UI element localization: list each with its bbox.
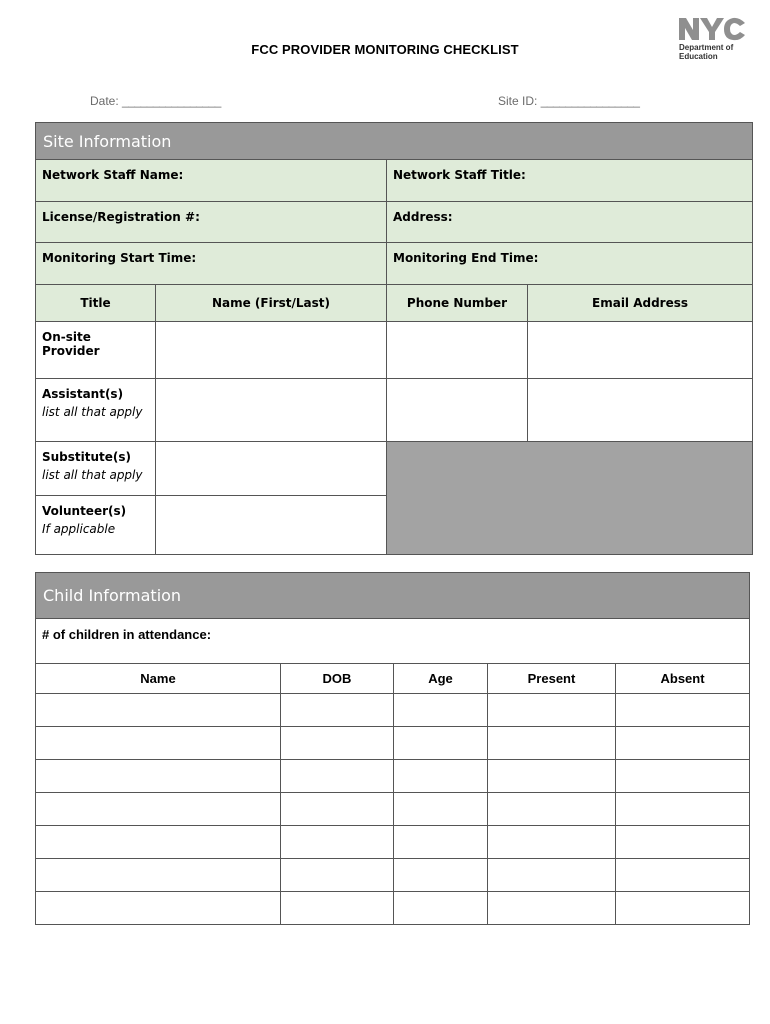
role-assistants xyxy=(36,379,156,442)
network-staff-title-cell[interactable] xyxy=(387,160,753,202)
column-header-age: Age xyxy=(394,664,488,694)
child-age-input[interactable] xyxy=(394,727,488,760)
child-age-input[interactable] xyxy=(394,892,488,925)
child-present-input[interactable] xyxy=(488,826,616,859)
assistants-email-input[interactable] xyxy=(528,379,753,442)
logo-subtext-line2: Education xyxy=(679,52,718,61)
child-name-input[interactable] xyxy=(36,859,281,892)
role-substitutes xyxy=(36,442,156,496)
role-label: On-site Provider xyxy=(42,330,100,358)
child-name-input[interactable] xyxy=(36,826,281,859)
child-absent-input[interactable] xyxy=(616,727,750,760)
child-present-input[interactable] xyxy=(488,727,616,760)
address-label: Address: xyxy=(393,210,453,224)
child-age-input[interactable] xyxy=(394,694,488,727)
site-id-label: Site ID: xyxy=(498,94,538,108)
table-row xyxy=(36,892,750,925)
child-dob-input[interactable] xyxy=(281,694,394,727)
child-name-input[interactable] xyxy=(36,727,281,760)
logo-subtext-line1: Department of xyxy=(679,43,734,52)
on-site-provider-email-input[interactable] xyxy=(528,322,753,379)
children-count-cell[interactable] xyxy=(36,619,750,664)
child-present-input[interactable] xyxy=(488,793,616,826)
child-age-input[interactable] xyxy=(394,826,488,859)
site-information-table xyxy=(35,122,753,555)
site-information-heading: Site Information xyxy=(36,123,753,160)
child-absent-input[interactable] xyxy=(616,793,750,826)
child-information-heading: Child Information xyxy=(36,573,750,619)
table-row xyxy=(36,793,750,826)
role-on-site-provider xyxy=(36,322,156,379)
site-id-field[interactable] xyxy=(498,94,639,108)
site-id-blank[interactable]: ________________ xyxy=(540,94,640,108)
child-absent-input[interactable] xyxy=(616,694,750,727)
child-information-table xyxy=(35,572,750,925)
child-dob-input[interactable] xyxy=(281,826,394,859)
child-name-input[interactable] xyxy=(36,793,281,826)
monitoring-end-label: Monitoring End Time: xyxy=(393,251,539,265)
child-present-input[interactable] xyxy=(488,760,616,793)
table-row xyxy=(36,727,750,760)
child-age-input[interactable] xyxy=(394,859,488,892)
monitoring-start-cell[interactable] xyxy=(36,243,387,285)
nyc-logo-icon xyxy=(677,16,747,42)
role-volunteers xyxy=(36,496,156,555)
child-absent-input[interactable] xyxy=(616,826,750,859)
on-site-provider-name-input[interactable] xyxy=(156,322,387,379)
child-absent-input[interactable] xyxy=(616,892,750,925)
child-age-input[interactable] xyxy=(394,793,488,826)
on-site-provider-phone-input[interactable] xyxy=(387,322,528,379)
assistants-phone-input[interactable] xyxy=(387,379,528,442)
child-dob-input[interactable] xyxy=(281,760,394,793)
table-row xyxy=(36,826,750,859)
child-dob-input[interactable] xyxy=(281,892,394,925)
children-count-label: # of children in attendance: xyxy=(42,627,212,642)
child-dob-input[interactable] xyxy=(281,859,394,892)
child-dob-input[interactable] xyxy=(281,793,394,826)
child-present-input[interactable] xyxy=(488,892,616,925)
monitoring-end-cell[interactable] xyxy=(387,243,753,285)
table-row xyxy=(36,760,750,793)
column-header-dob: DOB xyxy=(281,664,394,694)
role-label: Volunteer(s) xyxy=(42,504,127,518)
role-note: list all that apply xyxy=(42,468,143,482)
child-name-input[interactable] xyxy=(36,760,281,793)
child-present-input[interactable] xyxy=(488,859,616,892)
grey-blocked-area xyxy=(387,442,753,555)
column-header-phone: Phone Number xyxy=(387,285,528,322)
assistants-name-input[interactable] xyxy=(156,379,387,442)
column-header-title: Title xyxy=(36,285,156,322)
column-header-absent: Absent xyxy=(616,664,750,694)
role-label: Substitute(s) xyxy=(42,450,132,464)
child-age-input[interactable] xyxy=(394,760,488,793)
role-note: list all that apply xyxy=(42,405,143,419)
child-name-input[interactable] xyxy=(36,694,281,727)
child-present-input[interactable] xyxy=(488,694,616,727)
table-row xyxy=(36,859,750,892)
network-staff-name-label: Network Staff Name: xyxy=(42,168,184,182)
monitoring-start-label: Monitoring Start Time: xyxy=(42,251,197,265)
role-label: Assistant(s) xyxy=(42,387,124,401)
network-staff-name-cell[interactable] xyxy=(36,160,387,202)
license-registration-cell[interactable] xyxy=(36,202,387,243)
column-header-present: Present xyxy=(488,664,616,694)
logo-subtext xyxy=(679,43,733,61)
license-registration-label: License/Registration #: xyxy=(42,210,200,224)
role-note: If applicable xyxy=(42,522,116,536)
child-name-input[interactable] xyxy=(36,892,281,925)
child-dob-input[interactable] xyxy=(281,727,394,760)
table-row xyxy=(36,694,750,727)
date-field[interactable] xyxy=(90,94,221,108)
network-staff-title-label: Network Staff Title: xyxy=(393,168,526,182)
child-absent-input[interactable] xyxy=(616,859,750,892)
date-label: Date: xyxy=(90,94,119,108)
column-header-email: Email Address xyxy=(528,285,753,322)
column-header-name: Name (First/Last) xyxy=(156,285,387,322)
substitutes-name-input[interactable] xyxy=(156,442,387,496)
document-title: FCC PROVIDER MONITORING CHECKLIST xyxy=(251,42,519,57)
volunteers-name-input[interactable] xyxy=(156,496,387,555)
child-absent-input[interactable] xyxy=(616,760,750,793)
address-cell[interactable] xyxy=(387,202,753,243)
column-header-child-name: Name xyxy=(36,664,281,694)
date-blank[interactable]: ________________ xyxy=(122,94,221,108)
nyc-doe-logo xyxy=(677,16,755,64)
